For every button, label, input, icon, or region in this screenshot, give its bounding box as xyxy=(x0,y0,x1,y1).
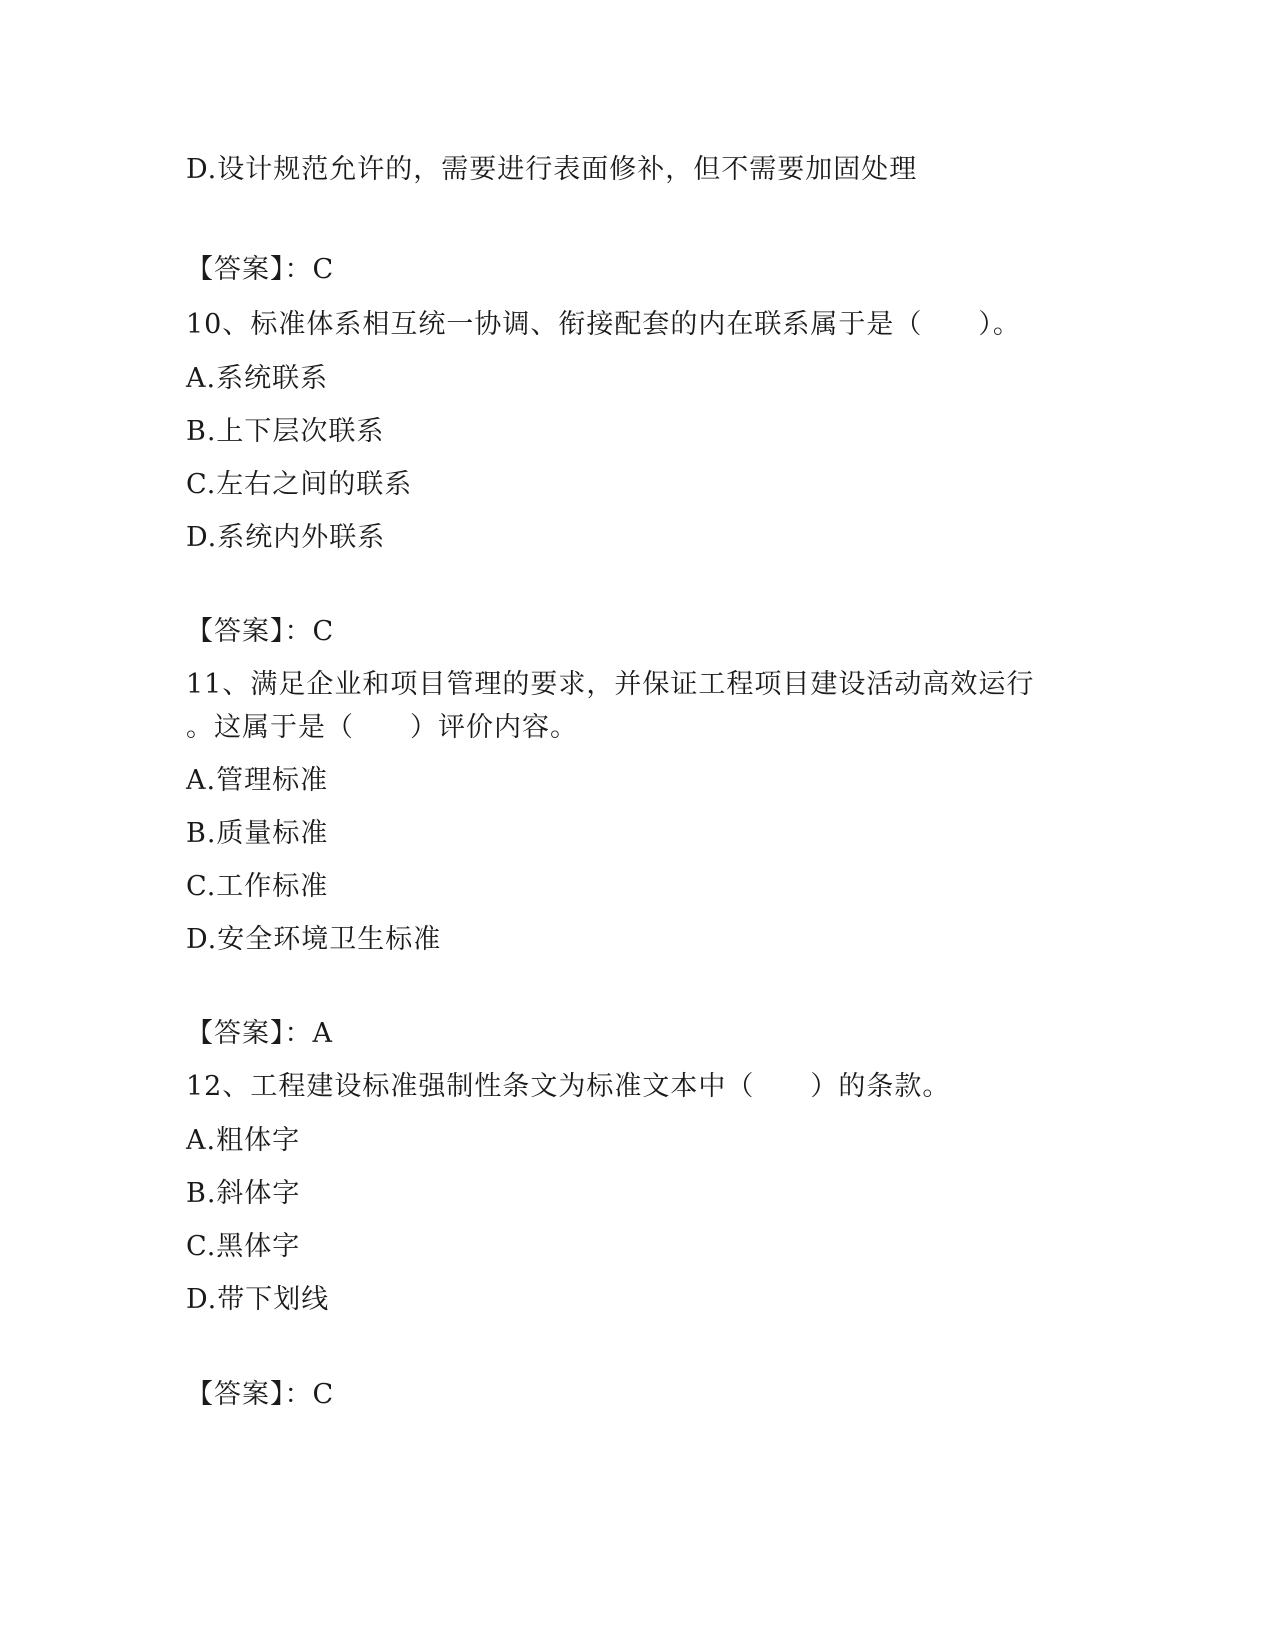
q12-option-a: A.粗体字 xyxy=(186,1125,301,1156)
q10-option-c: C.左右之间的联系 xyxy=(186,469,413,500)
q12-option-d: D.带下划线 xyxy=(186,1284,330,1315)
q11-answer: 【答案】：A xyxy=(186,1018,333,1049)
q12-stem: 12、工程建设标准强制性条文为标准文本中（ ）的条款。 xyxy=(186,1071,951,1102)
q9-option-d: D.设计规范允许的，需要进行表面修补，但不需要加固处理 xyxy=(186,154,918,185)
q11-stem-line1: 11、满足企业和项目管理的要求，并保证工程项目建设活动高效运行 xyxy=(186,669,1035,700)
q11-option-a: A.管理标准 xyxy=(186,765,329,796)
q12-answer: 【答案】：C xyxy=(186,1379,335,1410)
q10-option-a: A.系统联系 xyxy=(186,363,329,394)
q12-option-b: B.斜体字 xyxy=(186,1178,301,1209)
q11-option-b: B.质量标准 xyxy=(186,818,329,849)
q11-stem-line2: 。这属于是（ ）评价内容。 xyxy=(186,712,578,743)
q11-option-c: C.工作标准 xyxy=(186,871,329,902)
q10-stem: 10、标准体系相互统一协调、衔接配套的内在联系属于是（ ）。 xyxy=(186,309,1021,340)
q10-answer: 【答案】：C xyxy=(186,616,335,647)
q9-answer: 【答案】：C xyxy=(186,254,335,285)
q11-option-d: D.安全环境卫生标准 xyxy=(186,924,442,955)
q10-option-d: D.系统内外联系 xyxy=(186,522,386,553)
q10-option-b: B.上下层次联系 xyxy=(186,416,385,447)
q12-option-c: C.黑体字 xyxy=(186,1231,301,1262)
